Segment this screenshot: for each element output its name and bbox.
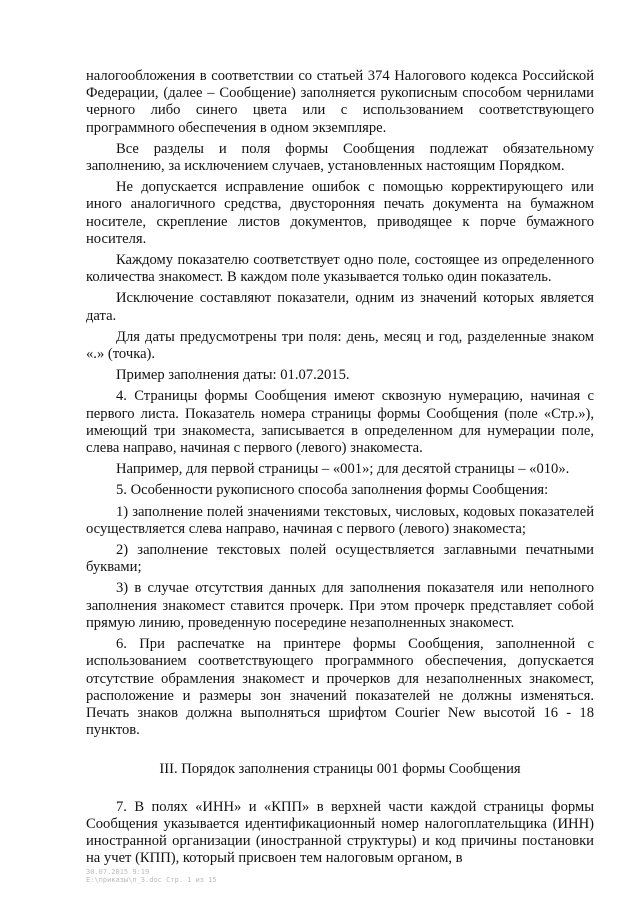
print-footer: [86, 868, 217, 884]
paragraph: 6. При распечатке на принтере формы Сообщения, заполненной с использованием соответствующего программного обеспечения, допускается отсутствие обрамления знакомест и прочерков для незаполненных знакомест, расположение и размеры зон значений показателей не должны изменяться. Печать знаков должна выполняться шрифтом Courier New высотой 16 - 18 пунктов.: [86, 636, 594, 739]
paragraph: Пример заполнения даты: 01.07.2015.: [116, 367, 350, 384]
paragraph: 5. Особенности рукописного способа заполнения формы Сообщения:: [116, 482, 549, 499]
document-body: [86, 68, 594, 867]
paragraph: 1) заполнение полей значениями текстовых, числовых, кодовых показателей осуществляется слева направо, начиная с первого (левого) знакоместа;: [86, 503, 594, 537]
paragraph: 3) в случае отсутствия данных для заполнения показателя или неполного заполнения знакомест ставится прочерк. При этом прочерк представляет собой прямую линию, проведенную посередине незаполненных знакомест.: [86, 580, 594, 631]
paragraph: Не допускается исправление ошибок с помощью корректирующего или иного аналогичного средства, двусторонняя печать документа на бумажном носителе, скрепление листов документов, приводящее к порче бумажного носителя.: [86, 179, 594, 247]
paragraph: Все разделы и поля формы Сообщения подлежат обязательному заполнению, за исключением случаев, установленных настоящим Порядком.: [86, 140, 594, 175]
paragraph: Для даты предусмотрены три поля: день, месяц и год, разделенные знаком «.» (точка).: [86, 328, 594, 363]
paragraph: 4. Страницы формы Сообщения имеют сквозную нумерацию, начиная с первого листа. Показатель номера страницы формы Сообщения (поле «Стр.»), имеющий три знакоместа, записывается в определенном для нумерации поле, слева направо, начиная с первого (левого) знакоместа.: [86, 388, 594, 457]
paragraph: 2) заполнение текстовых полей осуществляется заглавными печатными буквами;: [86, 542, 594, 576]
paragraph: Например, для первой страницы – «001»; для десятой страницы – «010».: [116, 461, 570, 478]
footer-line: 30.07.2015 9:19: [86, 868, 150, 876]
footer-line: Ε:\приказы\п_3.doc Стр. 1 из 15: [86, 876, 217, 884]
section-heading: III. Порядок заполнения страницы 001 формы Сообщения: [159, 761, 521, 778]
paragraph: Исключение составляют показатели, одним из значений которых является дата.: [86, 290, 594, 324]
paragraph: 7. В полях «ИНН» и «КПП» в верхней части каждой страницы формы Сообщения указывается идентификационный номер налогоплательщика (ИНН) иностранной организации (иностранной структуры) и код причины постановки на учет (КПП), который присвоен тем налоговым органом, в: [86, 798, 594, 867]
paragraph: Каждому показателю соответствует одно поле, состоящее из определенного количества знакомест. В каждом поле указывается только один показатель.: [86, 252, 594, 286]
paragraph: налогообложения в соответствии со статьей 374 Налогового кодекса Российской Федерации, (далее – Сообщение) заполняется рукописным способом чернилами черного либо синего цвета или с использованием соответствующего программного обеспечения в одном экземпляре.: [86, 68, 594, 136]
